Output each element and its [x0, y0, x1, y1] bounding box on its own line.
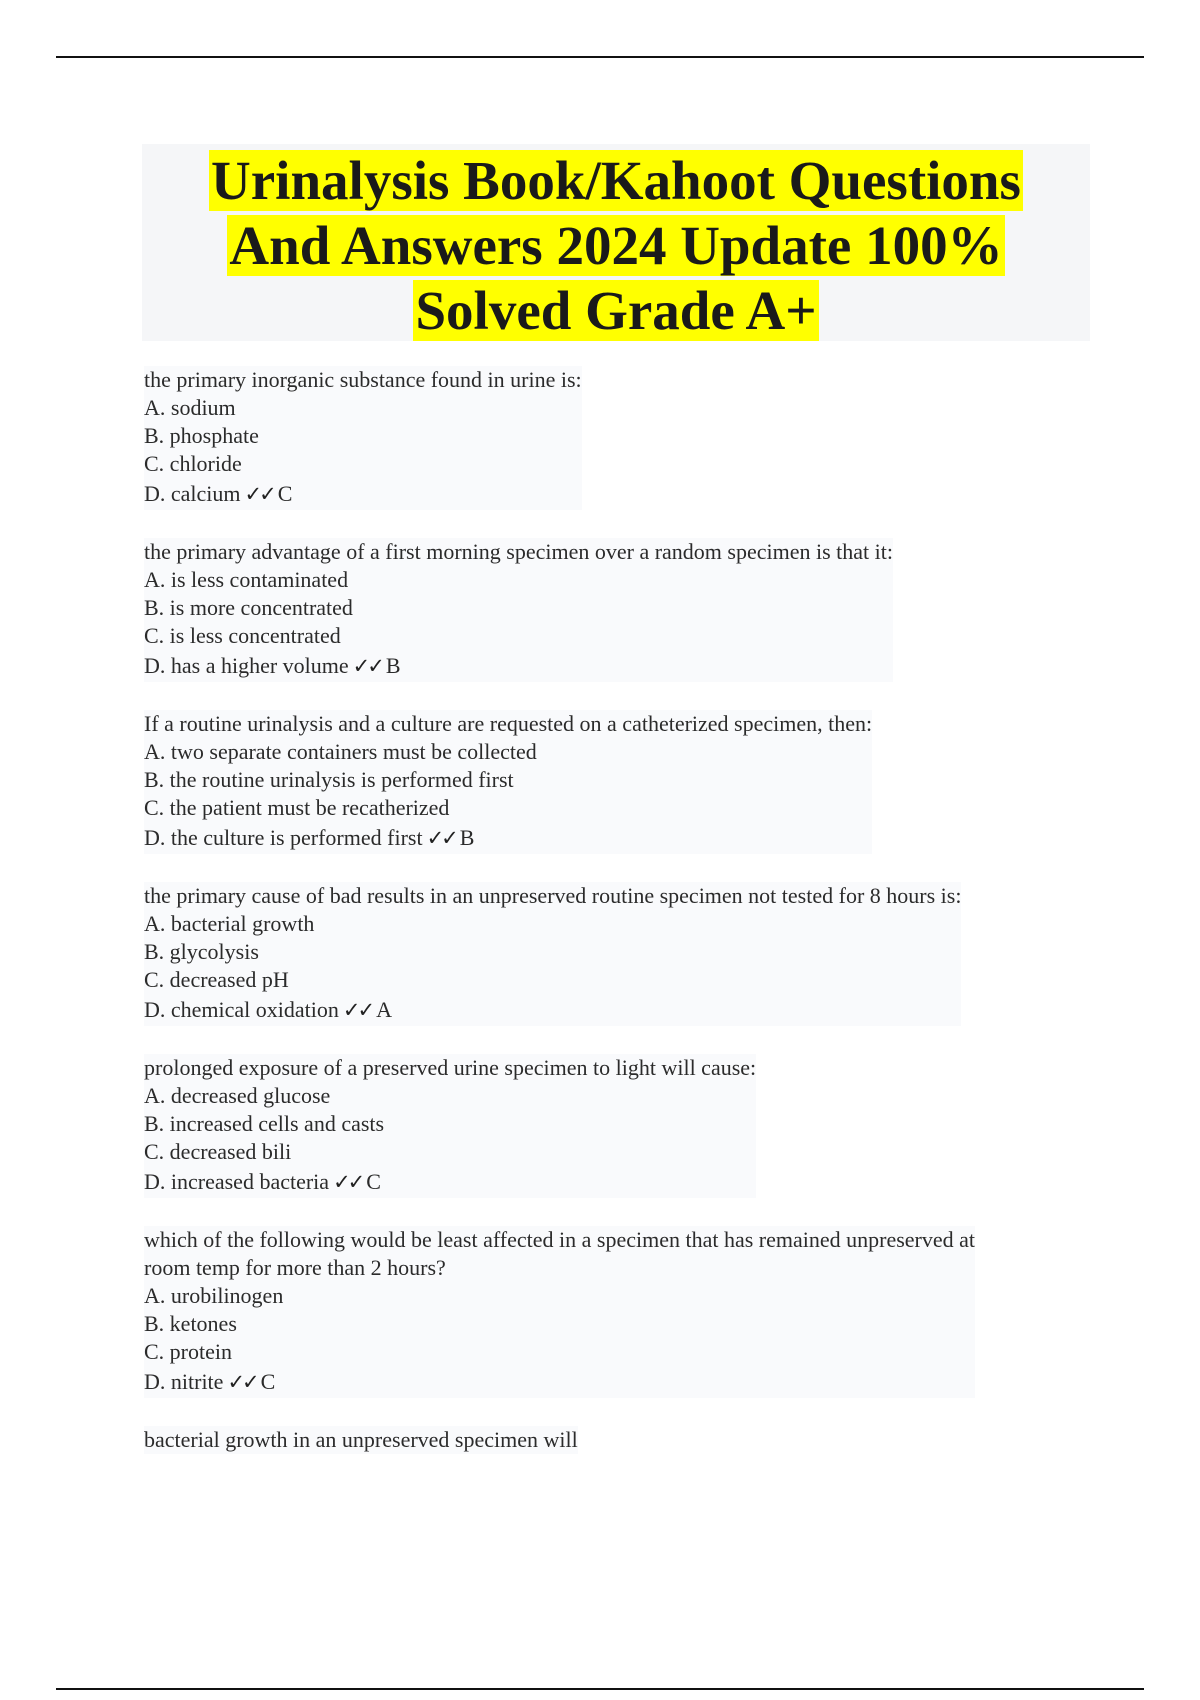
option: C. the patient must be recatherized	[144, 795, 450, 820]
option: C. is less concentrated	[144, 623, 341, 648]
answer-letter: C	[366, 1169, 381, 1194]
question-item	[144, 1054, 1064, 1198]
option: A. urobilinogen	[144, 1283, 284, 1308]
option: A. bacterial growth	[144, 911, 315, 936]
question-item	[144, 1226, 1064, 1398]
document-title	[142, 148, 1090, 343]
option: C. decreased bili	[144, 1139, 292, 1164]
title-line: Solved Grade A+	[415, 280, 817, 341]
option: A. is less contaminated	[144, 567, 349, 592]
question-box	[144, 882, 961, 1026]
option: D. increased bacteria	[144, 1169, 330, 1194]
option-with-answer	[144, 994, 961, 1026]
option: D. has a higher volume	[144, 653, 349, 678]
option-with-answer	[144, 478, 582, 510]
question-text: If a routine urinalysis and a culture are requested on a catheterized specimen, then:	[144, 711, 873, 736]
title-line: And Answers 2024 Update 100%	[229, 215, 1003, 276]
option-with-answer	[144, 1166, 756, 1198]
option: B. ketones	[144, 1311, 237, 1336]
question-text: the primary cause of bad results in an unpreserved routine specimen not tested for 8 hours is:	[144, 883, 962, 908]
option: C. decreased pH	[144, 967, 289, 992]
question-list	[144, 366, 1064, 1482]
option: B. increased cells and casts	[144, 1111, 385, 1136]
question-text-line: which of the following would be least affected in a specimen that has remained unpreserved at	[144, 1227, 976, 1252]
question-text: prolonged exposure of a preserved urine specimen to light will cause:	[144, 1055, 757, 1080]
question-box	[144, 538, 893, 682]
question-box	[144, 1426, 578, 1454]
question-text-line: room temp for more than 2 hours?	[144, 1255, 446, 1280]
answer-letter: A	[376, 997, 392, 1022]
option: C. protein	[144, 1339, 232, 1364]
question-item	[144, 366, 1064, 510]
question-box	[144, 1054, 756, 1198]
checkmark-icon: ✓✓	[227, 1370, 257, 1394]
question-text: the primary inorganic substance found in urine is:	[144, 367, 582, 392]
option-with-answer	[144, 650, 893, 682]
answer-letter: C	[260, 1369, 276, 1394]
option: A. decreased glucose	[144, 1083, 331, 1108]
question-box	[144, 366, 582, 510]
option: C. chloride	[144, 451, 242, 476]
title-block	[142, 144, 1090, 341]
question-text: bacterial growth in an unpreserved specimen will	[144, 1427, 578, 1452]
question-item	[144, 538, 1064, 682]
checkmark-icon: ✓✓	[342, 998, 373, 1022]
checkmark-icon: ✓✓	[352, 654, 382, 678]
option: A. two separate containers must be collected	[144, 739, 537, 764]
bottom-rule	[56, 1688, 1144, 1690]
answer-letter: C	[277, 481, 293, 506]
option: D. chemical oxidation	[144, 997, 339, 1022]
top-rule	[56, 56, 1144, 58]
question-item	[144, 710, 1064, 854]
question-box	[144, 1226, 975, 1398]
checkmark-icon: ✓✓	[426, 826, 456, 850]
option-with-answer	[144, 822, 872, 854]
option-with-answer	[144, 1366, 975, 1398]
question-text: the primary advantage of a first morning specimen over a random specimen is that it:	[144, 539, 893, 564]
question-box	[144, 710, 872, 854]
option: B. phosphate	[144, 423, 259, 448]
option: B. glycolysis	[144, 939, 259, 964]
answer-letter: B	[459, 825, 475, 850]
option: D. calcium	[144, 481, 241, 506]
title-line: Urinalysis Book/Kahoot Questions	[211, 150, 1021, 211]
option: D. nitrite	[144, 1369, 224, 1394]
question-item	[144, 882, 1064, 1026]
option: A. sodium	[144, 395, 236, 420]
question-item	[144, 1426, 1064, 1454]
answer-letter: B	[385, 653, 401, 678]
option: B. the routine urinalysis is performed first	[144, 767, 514, 792]
option: D. the culture is performed first	[144, 825, 423, 850]
checkmark-icon: ✓✓	[244, 482, 274, 506]
option: B. is more concentrated	[144, 595, 353, 620]
checkmark-icon: ✓✓	[333, 1170, 363, 1194]
